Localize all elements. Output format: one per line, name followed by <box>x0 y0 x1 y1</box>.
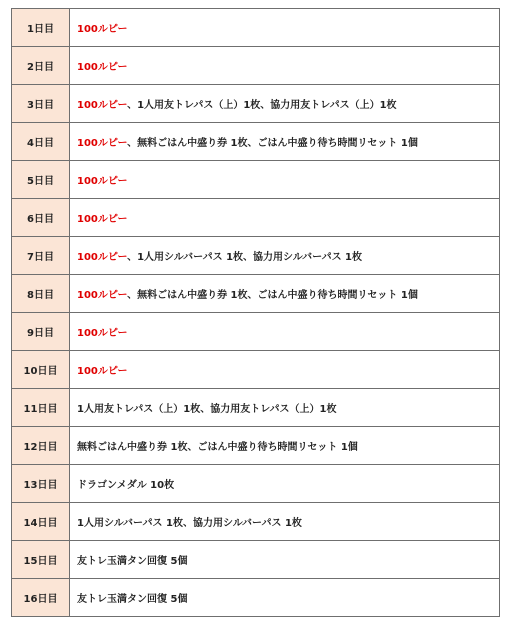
reward-cell <box>70 465 500 503</box>
table-row <box>12 503 500 541</box>
reward-cell <box>70 503 500 541</box>
table-row <box>12 123 500 161</box>
table-row <box>12 351 500 389</box>
table-row <box>12 199 500 237</box>
reward-cell <box>70 9 500 47</box>
rupee-reward: 100ルピー <box>77 366 128 377</box>
day-label: 5日目 <box>12 161 70 199</box>
reward-cell <box>70 199 500 237</box>
day-label: 10日目 <box>12 351 70 389</box>
reward-cell <box>70 427 500 465</box>
rupee-reward: 100ルピー <box>77 252 128 263</box>
other-rewards: 、無料ごはん中盛り券 1枚、ごはん中盛り待ち時間リセット 1個 <box>127 290 418 301</box>
reward-cell <box>70 123 500 161</box>
table-row <box>12 47 500 85</box>
reward-cell <box>70 85 500 123</box>
table-row <box>12 313 500 351</box>
other-rewards: 無料ごはん中盛り券 1枚、ごはん中盛り待ち時間リセット 1個 <box>77 442 358 453</box>
reward-cell <box>70 541 500 579</box>
table-row <box>12 161 500 199</box>
other-rewards: 、無料ごはん中盛り券 1枚、ごはん中盛り待ち時間リセット 1個 <box>127 138 418 149</box>
table-row <box>12 541 500 579</box>
login-bonus-table <box>11 8 500 617</box>
rupee-reward: 100ルピー <box>77 100 128 111</box>
reward-cell <box>70 275 500 313</box>
reward-cell <box>70 389 500 427</box>
rupee-reward: 100ルピー <box>77 328 128 339</box>
reward-cell <box>70 237 500 275</box>
rupee-reward: 100ルピー <box>77 214 128 225</box>
day-label: 16日目 <box>12 579 70 617</box>
day-label: 11日目 <box>12 389 70 427</box>
table-row <box>12 579 500 617</box>
table-row <box>12 275 500 313</box>
other-rewards: 友トレ玉満タン回復 5個 <box>77 594 188 605</box>
day-label: 1日目 <box>12 9 70 47</box>
day-label: 8日目 <box>12 275 70 313</box>
rupee-reward: 100ルピー <box>77 62 128 73</box>
table-row <box>12 427 500 465</box>
other-rewards: 1人用シルバーパス 1枚、協力用シルバーパス 1枚 <box>77 518 302 529</box>
reward-cell <box>70 351 500 389</box>
table-row <box>12 465 500 503</box>
rupee-reward: 100ルピー <box>77 138 128 149</box>
day-label: 14日目 <box>12 503 70 541</box>
reward-cell <box>70 313 500 351</box>
day-label: 4日目 <box>12 123 70 161</box>
other-rewards: 、1人用シルバーパス 1枚、協力用シルバーパス 1枚 <box>127 252 363 263</box>
day-label: 12日目 <box>12 427 70 465</box>
reward-cell <box>70 579 500 617</box>
other-rewards: 友トレ玉満タン回復 5個 <box>77 556 188 567</box>
rupee-reward: 100ルピー <box>77 176 128 187</box>
rupee-reward: 100ルピー <box>77 24 128 35</box>
other-rewards: 、1人用友トレパス（上）1枚、協力用友トレパス（上）1枚 <box>127 100 397 111</box>
reward-cell <box>70 161 500 199</box>
day-label: 7日目 <box>12 237 70 275</box>
day-label: 15日目 <box>12 541 70 579</box>
other-rewards: 1人用友トレパス（上）1枚、協力用友トレパス（上）1枚 <box>77 404 337 415</box>
rupee-reward: 100ルピー <box>77 290 128 301</box>
day-label: 3日目 <box>12 85 70 123</box>
reward-cell <box>70 47 500 85</box>
day-label: 13日目 <box>12 465 70 503</box>
other-rewards: ドラゴンメダル 10枚 <box>77 480 175 491</box>
table-row <box>12 9 500 47</box>
table-row <box>12 85 500 123</box>
day-label: 6日目 <box>12 199 70 237</box>
table-row <box>12 389 500 427</box>
day-label: 9日目 <box>12 313 70 351</box>
day-label: 2日目 <box>12 47 70 85</box>
table-row <box>12 237 500 275</box>
